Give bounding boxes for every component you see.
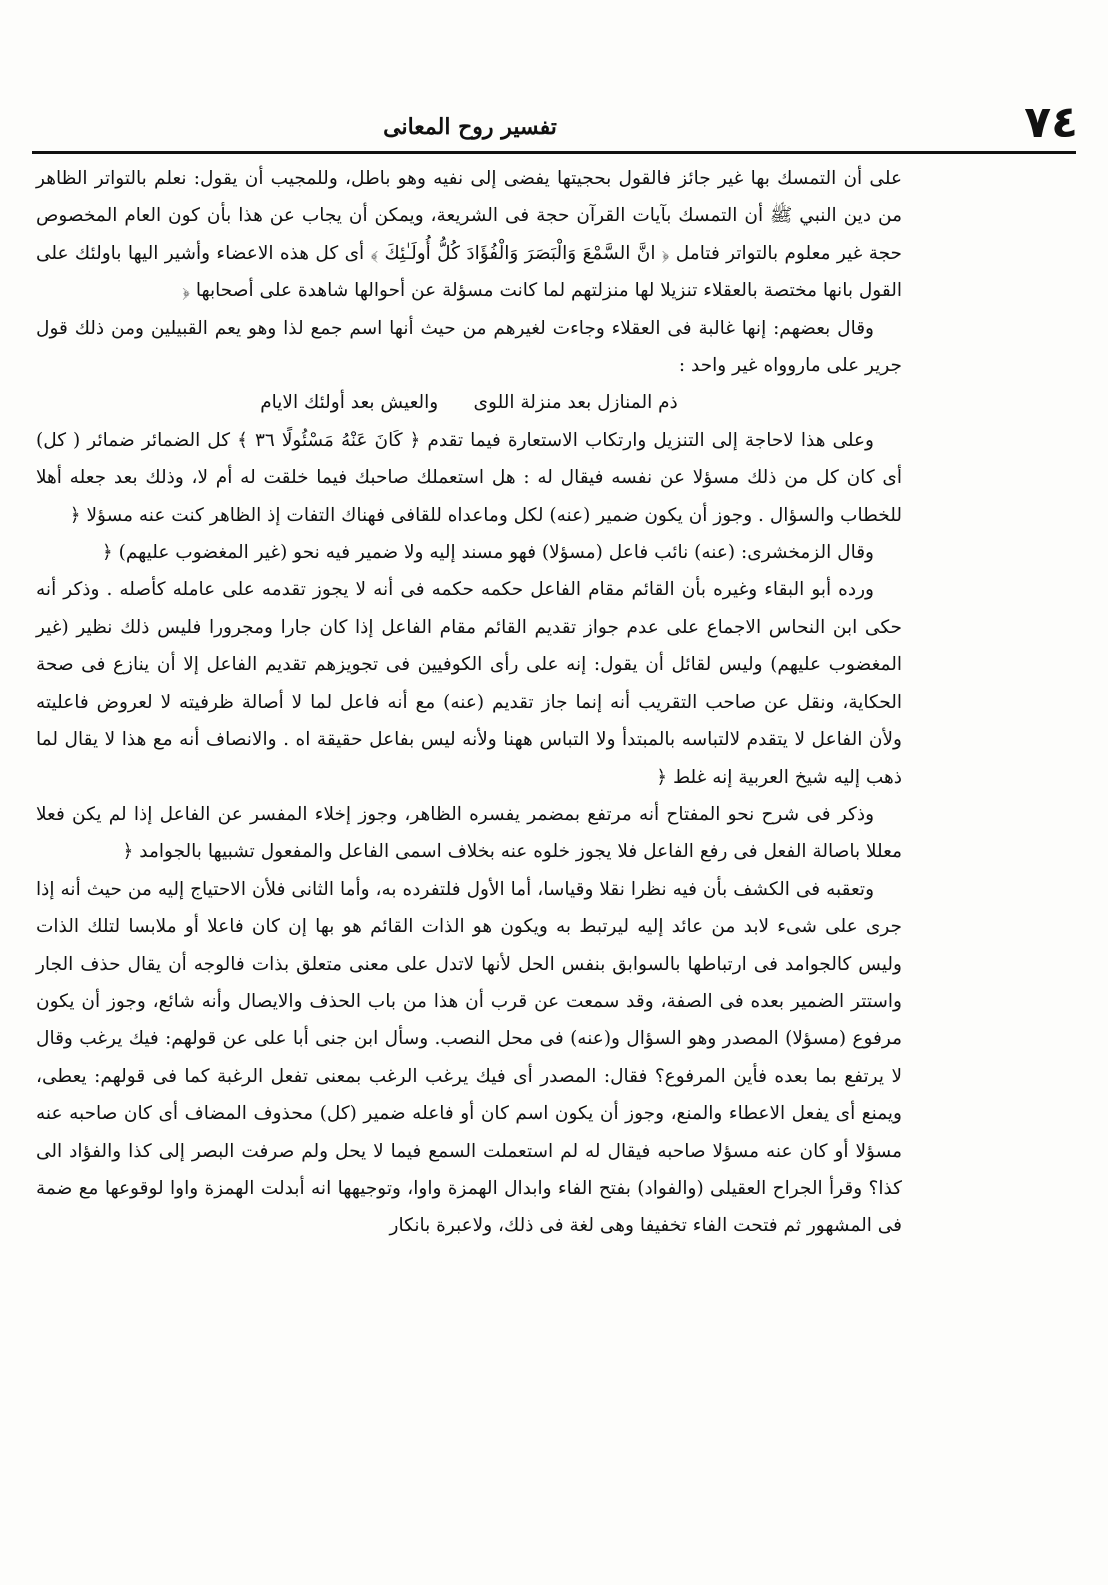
verse-second-hemistich: والعيش بعد أولئك الايام — [260, 392, 439, 414]
paragraph: وعلى هذا لاحاجة إلى التنزيل وارتكاب الاستعارة فيما تقدم ﴿ كَانَ عَنْهُ مَسْئُولًا ٣٦ ﴾ كل الضمائر ضمائر ( كل) أى كان كل من ذلك مسؤلا عن نفسه فيقال له : هل استعملك صاحبك فيما خلقت له أم لا، وذلك بعد جعله أهلا للخطاب والسؤال . وجوز أن يكون ضمير (عنه) لكل وماعداه للقافى فهناك التفات إذ الظاهر كنت عنه مسؤلا ﴿ — [36, 429, 902, 526]
paragraph: وذكر فى شرح نحو المفتاح أنه مرتفع بمضمر يفسره الظاهر، وجوز إخلاء المفسر عن الفاعل إذا لم يكن فعلا معللا باصالة الفعل فى رفع الفاعل فلا يجوز خلوه عنه بخلاف اسمى الفاعل والمفعول تشبيها بالجوامد ﴿ — [36, 803, 902, 863]
paragraph: على أن التمسك بها غير جائز فالقول بحجيتها يفضى إلى نفيه وهو باطل، وللمجيب أن يقول: نعلم بالتواتر الظاهر من دين النبي ﷺ أن التمسك بآيات القرآن حجة فى الشريعة، ويمكن أن يجاب عن هذا بأن كون العام المخصوص حجة غير معلوم بالتواتر فتامل ﴿ انَّ السَّمْعَ وَالْبَصَرَ وَالْفُؤَادَ كُلُّ أُولَـٰئِكَ ﴾ أى كل هذه الاعضاء وأشير اليها باولئك على القول بانها مختصة بالعقلاء تنزيلا لها منزلتهم لما كانت مسؤلة عن أحوالها شاهدة على أصحابها ﴿ — [36, 168, 902, 302]
paragraph: ورده أبو البقاء وغيره بأن القائم مقام الفاعل حكمه حكمه فى أنه لا يجوز تقدمه على عامله كأصله . وذكر أنه حكى ابن النحاس الاجماع على عدم جواز تقديم القائم مقام الفاعل إذا كان جارا ومجرورا فليس ذلك نظير (غير المغضوب عليهم) وليس لقائل أن يقول: إنه على رأى الكوفيين فى تجويزهم تقديم الفاعل إلا أن ينازع فى صحة الحكاية، ونقل عن صاحب التقريب أنه إنما جاز تقديم (عنه) مع أنه فاعل لما لا أصالة ظرفيته لا لعروض فاعليته ولأن الفاعل لا يتقدم لالتباسه بالمبتدأ ولا التباس ههنا ولأنه ليس بفاعل حقيقة اه . والانصاف أنه مع هذا لا يقال لما ذهب إليه شيخ العربية إنه غلط ﴿ — [36, 579, 902, 788]
running-title: تفسير روح المعانى — [383, 114, 557, 140]
paragraph: وقال بعضهم: إنها غالبة فى العقلاء وجاءت لغيرهم من حيث أنها اسم جمع لذا وهو يعم القبيلين ومن ذلك قول جرير على ماروواه غير واحد : — [36, 317, 902, 377]
verse-first-hemistich: ذم المنازل بعد منزلة اللوى — [473, 392, 678, 414]
body-text — [36, 160, 902, 1245]
page-header — [32, 92, 1078, 152]
header-rule — [32, 151, 1076, 154]
paragraph: وتعقبه فى الكشف بأن فيه نظرا نقلا وقياسا، أما الأول فلتفرده به، وأما الثانى فلأن الاحتياج إليه من حيث أنه إذا جرى على شىء لابد من عائد إليه ليرتبط به ويكون هو الذات القائم هو بها إن كان فاعلا أو ملابسا لتلك الذات وليس كالجوامد فى ارتباطها بالسوابق بنفس الحل لأنها لاتدل على معنى متعلق بذات فالوجه أن يقال حذف الجار واستتر الضمير بعده فى الصفة، وقد سمعت عن قرب أن هذا من باب الحذف والايصال وأنه شائع، وجوز أن يكون مرفوع (مسؤلا) المصدر وهو السؤال و(عنه) فى محل النصب. وسأل ابن جنى أبا على عن قولهم: فيك يرغب وقال لا يرتفع بما بعده فأين المرفوع؟ فقال: المصدر أى فيك يرغب الرغب بمعنى تفعل الرغبة كما فى قولهم: يعطى، ويمنع أى يفعل الاعطاء والمنع، وجوز أن يكون اسم كان أو فاعله ضمير (كل) محذوف المضاف أى كان صاحبه عنه مسؤلا أو كان عنه مسؤلا صاحبه فيقال له لم استعملت السمع فيما لا يحل ولم صرفت البصر إلى كذا والفؤاد الى كذا؟ وقرأ الجراح العقيلى (والفواد) بفتح الفاء وابدال الهمزة واوا، وتوجيهها انه أبدلت الهمزة واوا لوقوعها مع ضمة فى المشهور ثم فتحت الفاء تخفيفا وهى لغة فى ذلك، ولاعبرة بانكار — [36, 878, 902, 1237]
paragraph: وقال الزمخشرى: (عنه) نائب فاعل (مسؤلا) فهو مسند إليه ولا ضمير فيه نحو (غير المغضوب عليهم) ﴿ — [101, 542, 874, 564]
verse-line — [36, 384, 902, 421]
page-number: ٧٤ — [1024, 97, 1078, 148]
